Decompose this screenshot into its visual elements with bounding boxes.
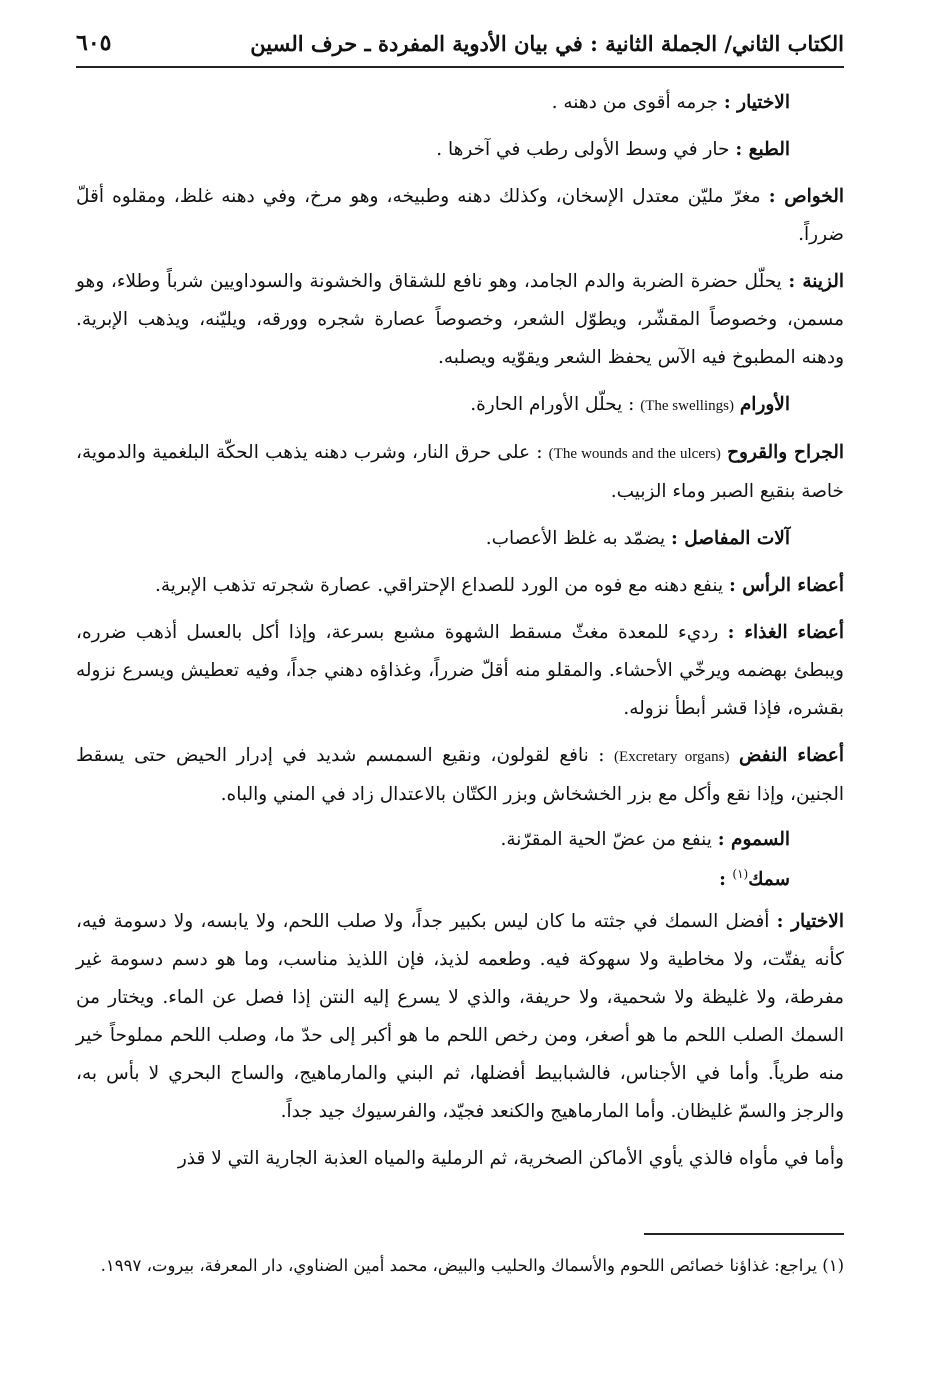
entry-text: : يحلّل الأورام الحارة. xyxy=(470,394,641,415)
footnote-marker: (١) xyxy=(732,867,749,881)
entry-ras xyxy=(76,567,844,605)
page-body xyxy=(76,84,844,1187)
entry-sumum xyxy=(76,823,844,857)
footnote-rule xyxy=(644,1233,844,1235)
entry-text: وأما في مأواه فالذي يأوي الأماكن الصخرية، ثم الرملية والمياه العذبة الجارية التي لا قذر xyxy=(177,1148,844,1170)
entry-ghidha xyxy=(76,614,844,728)
footnote-text: يراجع: غذاؤنا خصائص اللحوم والأسماك والحليب والبيض، محمد أمين الضناوي، دار المعرفة، بيروت، ١٩٩٧. xyxy=(100,1256,823,1275)
entry-zina xyxy=(76,263,844,377)
entry-text: رديء للمعدة مغثّ مسقط الشهوة مشبع بسرعة، وإذا أكل بالعسل أذهب ضرره، ويبطئ بهضمه ويرخّي الأحشاء. والمقلو منه أقلّ ضرراً، وغذاؤه دهني جداً، وفيه تعطيش ويسرع نزوله بقشره، فإذا قشر أبطأ نزوله. xyxy=(76,622,844,719)
latin-gloss: (The swellings) xyxy=(640,398,734,414)
footnote-marker: (١) xyxy=(822,1256,844,1275)
entry-text: : على حرق النار، وشرب دهنه يذهب الحكّة البلغمية والدموية، خاصة بنقيع الصبر وماء الزبيب. xyxy=(76,442,844,502)
entry-text: مغرّ مليّن معتدل الإسخان، وكذلك دهنه وطبيخه، وهو مرخ، وفي دهنه غلظ، ومقلوه أقلّ ضرراً. xyxy=(76,186,844,245)
running-title: الكتاب الثاني/ الجملة الثانية : في بيان الأدوية المفردة ـ حرف السين xyxy=(250,30,844,56)
entry-term: الاختيار : xyxy=(776,911,844,933)
entry-ikhtiyar xyxy=(76,84,844,122)
entry-text: جرمه أقوى من دهنه . xyxy=(551,92,724,113)
heading-suffix: : xyxy=(719,869,733,891)
entry-mafasil xyxy=(76,520,844,558)
entry-awram xyxy=(76,386,844,425)
heading-word: سمك xyxy=(748,869,790,891)
entry-term: السموم : xyxy=(717,829,790,850)
entry-term: الزينة : xyxy=(788,271,845,292)
latin-gloss: (The wounds and the ulcers) xyxy=(548,446,721,462)
entry-khawas xyxy=(76,178,844,254)
footnote xyxy=(76,1242,844,1290)
entry-term: الجراح والقروح xyxy=(727,442,845,463)
entry-tab xyxy=(76,131,844,169)
entry-term: أعضاء الرأس : xyxy=(729,575,844,596)
latin-gloss: (Excretary organs) xyxy=(614,749,730,765)
entry-nafd xyxy=(76,737,844,814)
page-header xyxy=(76,20,844,68)
entry-term: الأورام xyxy=(739,394,790,415)
entry-term: الخواص : xyxy=(768,186,844,207)
entry-text: يضمّد به غلظ الأعصاب. xyxy=(485,528,671,549)
entry-text: حار في وسط الأولى رطب في آخرها . xyxy=(436,139,736,160)
entry-text: : نافع لقولون، ونقيع السمسم شديد في إدرار الحيض حتى يسقط الجنين، وإذا نقع وأكل مع بزر الخشخاش وبزر الكتّان بالاعتدال زاد في المني والباه. xyxy=(76,745,844,805)
entry-text: ينفع دهنه مع فوه من الورد للصداع الإحتراقي. عصارة شجرته تذهب الإبرية. xyxy=(154,575,730,596)
section-heading xyxy=(76,857,844,897)
entry-samak-mawa xyxy=(76,1140,844,1178)
entry-term: آلات المفاصل : xyxy=(670,528,790,549)
entry-text: أفضل السمك في جثته ما كان ليس بكبير جداً، ولا صلب اللحم، ولا يابسه، ولا دسومة فيه، كأنه يفتّت، ولا مخاطية ولا سهوكة فيه. وطعمه لذيذ، فإن اللذيذ مناسب، وما هو دسم دسومة غير مفرطة، ولا غليظة ولا شحمية، ولا حريفة، والذي لا يسرع إليه النتن إذا فصل عن الماء. ويختار من السمك الصلب اللحم ما هو أصغر، ومن رخص اللحم ما هو أكبر إلى حدّ ما، وصلب اللحم مملوحاً خير منه طرياً. وأما في الأجناس، فالشبابيط أفضلها، ثم البني والمارماهيج، والساج البحري لا بأس به، والرجز والسمّ غليظان. وأما المارماهيج والكنعد فجيّد، والفرسيوك جيد جداً. xyxy=(76,911,844,1123)
entry-text: ينفع من عضّ الحية المقرّنة. xyxy=(500,829,718,850)
entry-term: الاختيار : xyxy=(723,92,790,113)
entry-text: يحلّل حضرة الضربة والدم الجامد، وهو نافع للشقاق والخشونة والسوداويين شرباً وطلاء، وهو مسمن، وخصوصاً المقشّر، ويطوّل الشعر، وخصوصاً عصارة شجره وورقه، ويليّنه، ويذهب الإبرية. ودهنه المطبوخ فيه الآس يحفظ الشعر ويقوّيه ويصلبه. xyxy=(76,271,844,368)
entry-term: أعضاء النفض xyxy=(738,745,844,766)
entry-samak-ikhtiyar xyxy=(76,903,844,1131)
entry-jirah xyxy=(76,434,844,511)
entry-term: الطبع : xyxy=(735,139,790,160)
page-number: ٦٠٥ xyxy=(76,30,112,56)
entry-term: أعضاء الغذاء : xyxy=(727,622,844,643)
